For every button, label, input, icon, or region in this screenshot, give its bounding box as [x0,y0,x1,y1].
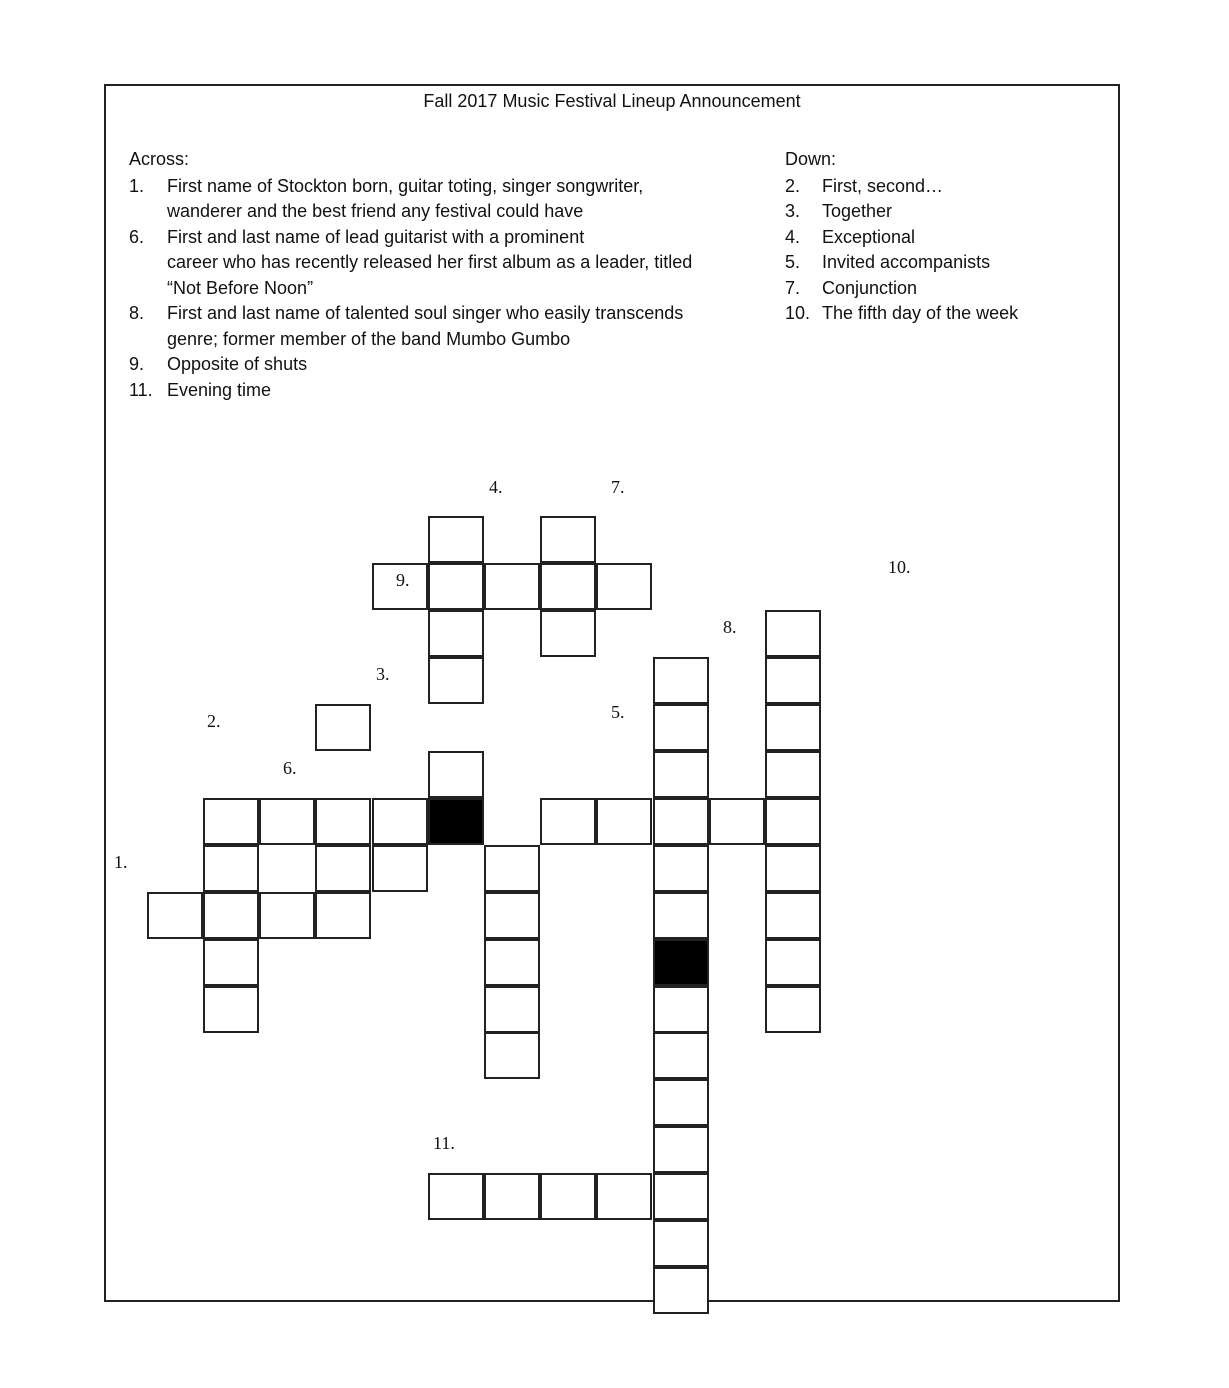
answer-cell[interactable] [484,563,540,610]
across-heading: Across: [129,149,190,169]
answer-cell[interactable] [203,798,259,845]
answer-cell[interactable] [540,1173,596,1220]
answer-cell[interactable] [765,892,821,939]
clue-number: 10. [785,303,811,323]
clue-text-line: First and last name of lead guitarist with a prominent [167,226,585,247]
clue-text-line: Conjunction [822,277,918,298]
answer-cell[interactable] [765,986,821,1033]
answer-cell[interactable] [653,1173,709,1220]
answer-cell[interactable] [596,798,652,845]
clue-text-line: Opposite of shuts [167,354,308,374]
answer-cell[interactable] [596,1173,652,1220]
answer-cell[interactable] [203,892,259,939]
answer-cell[interactable] [709,798,765,845]
answer-cell[interactable] [765,657,821,704]
answer-cell[interactable] [540,563,596,610]
answer-cell[interactable] [372,798,428,845]
clue-text-line: career who has recently released her first album as a leader, titled [167,252,693,272]
answer-cell[interactable] [484,845,540,892]
grid-number-label: 8. [723,617,737,637]
answer-cell[interactable] [653,1126,709,1173]
clue-text-line: First, second… [822,175,944,196]
answer-cell[interactable] [653,1032,709,1079]
down-clue [785,276,1105,302]
clue-number: 11. [129,379,153,400]
grid-number-label: 3. [376,664,390,684]
down-clue [785,199,1105,225]
grid-number-label: 2. [207,711,221,731]
answer-cell[interactable] [428,657,484,704]
across-clue [129,225,749,302]
clue-number: 9. [129,354,145,374]
answer-cell[interactable] [540,798,596,845]
answer-cell[interactable] [484,986,540,1033]
answer-cell[interactable] [372,845,428,892]
answer-cell[interactable] [653,751,709,798]
answer-cell[interactable] [428,563,484,610]
down-clue [785,225,1105,251]
across-clues [129,147,749,403]
answer-cell[interactable] [765,751,821,798]
clue-text-line: First and last name of talented soul singer who easily transcends [167,303,684,323]
answer-cell[interactable] [428,516,484,563]
grid-number-label: 10. [888,557,911,577]
clue-text-line: Exceptional [822,226,916,247]
clue-number: 3. [785,201,801,221]
across-clue [129,352,749,378]
answer-cell[interactable] [765,798,821,845]
clue-text-line: First name of Stockton born, guitar toting, singer songwriter, [167,175,644,196]
clue-text-line: genre; former member of the band Mumbo Gumbo [167,328,571,349]
answer-cell[interactable] [259,798,315,845]
across-clue [129,301,749,352]
answer-cell[interactable] [203,845,259,892]
answer-cell[interactable] [428,1173,484,1220]
answer-cell[interactable] [315,845,371,892]
answer-cell[interactable] [765,845,821,892]
grid-number-label: 11. [433,1133,455,1153]
answer-cell[interactable] [653,845,709,892]
across-clue [129,378,749,404]
answer-cell[interactable] [484,1173,540,1220]
grid-number-label: 5. [611,702,625,722]
answer-cell[interactable] [653,892,709,939]
puzzle-title: Fall 2017 Music Festival Lineup Announcement [423,91,801,111]
answer-cell[interactable] [765,610,821,657]
answer-cell[interactable] [315,798,371,845]
answer-cell[interactable] [596,563,652,610]
answer-cell[interactable] [653,657,709,704]
clue-number: 6. [129,226,145,247]
answer-cell[interactable] [315,704,371,751]
answer-cell[interactable] [765,939,821,986]
answer-cell[interactable] [484,892,540,939]
grid-number-label: 4. [489,477,503,497]
grid-number-label: 1. [114,852,128,872]
clue-text-line: Invited accompanists [822,252,991,272]
clue-text-line: wanderer and the best friend any festival could have [167,201,584,221]
down-clue [785,250,1105,276]
down-clue [785,301,1105,327]
answer-cell[interactable] [315,892,371,939]
answer-cell[interactable] [484,1032,540,1079]
answer-cell[interactable] [653,704,709,751]
clue-text-line: The fifth day of the week [822,303,1019,323]
answer-cell[interactable] [540,610,596,657]
blocked-cell [428,798,484,845]
answer-cell[interactable] [259,892,315,939]
answer-cell[interactable] [540,516,596,563]
clue-number: 1. [129,175,145,196]
answer-cell[interactable] [147,892,203,939]
down-heading: Down: [785,149,837,169]
answer-cell[interactable] [653,1220,709,1267]
clue-text-line: Together [822,201,893,221]
grid-number-label: 9. [396,570,410,590]
answer-cell[interactable] [203,986,259,1033]
clue-number: 8. [129,303,145,323]
answer-cell[interactable] [653,986,709,1033]
grid-number-label: 7. [611,477,625,497]
clue-number: 4. [785,226,801,247]
clue-text-line: Evening time [167,379,272,400]
blocked-cell [653,939,709,986]
clue-number: 7. [785,277,801,298]
answer-cell[interactable] [203,939,259,986]
across-clue [129,174,749,225]
clue-number: 5. [785,252,801,272]
clue-number: 2. [785,175,801,196]
answer-cell[interactable] [765,704,821,751]
answer-cell[interactable] [428,610,484,657]
down-clues [785,147,1105,327]
answer-cell[interactable] [653,1079,709,1126]
answer-cell[interactable] [428,751,484,798]
answer-cell[interactable] [653,1267,709,1314]
down-clue [785,174,1105,200]
clue-text-line: “Not Before Noon” [167,277,314,298]
answer-cell[interactable] [484,939,540,986]
answer-cell[interactable] [653,798,709,845]
grid-number-label: 6. [283,758,297,778]
